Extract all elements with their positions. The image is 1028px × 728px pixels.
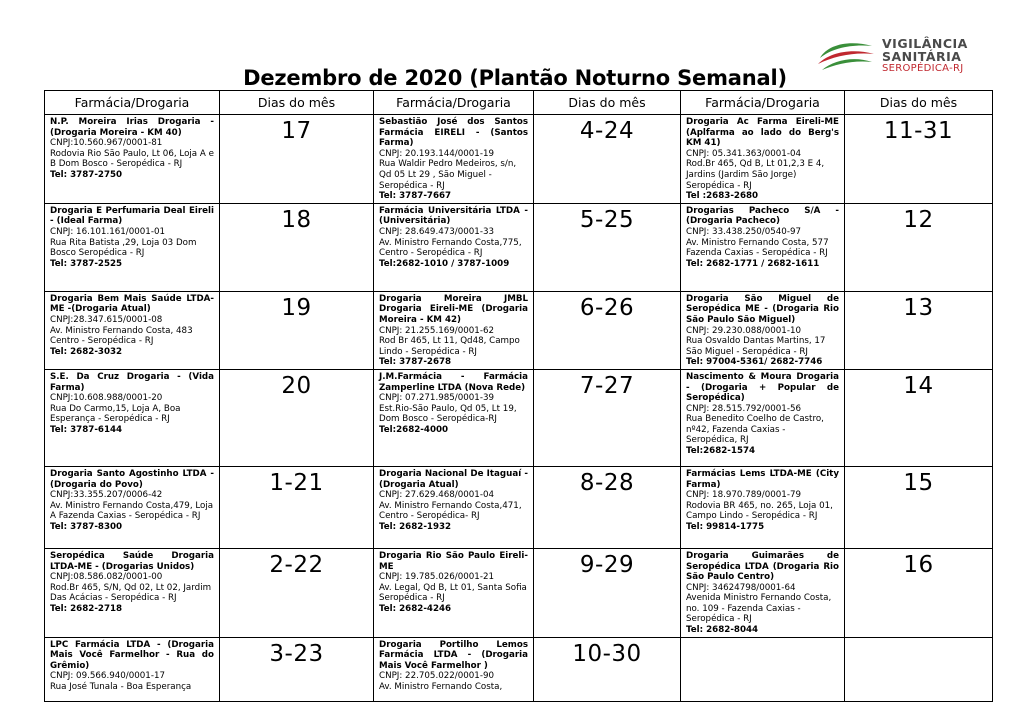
pharmacy-address: Av. Ministro Fernando Costa, 483 Centro - Seropédica - RJ bbox=[50, 325, 193, 347]
pharmacy-name: Sebastião José dos Santos Farmácia EIRELI - (Santos Farma) bbox=[379, 117, 528, 149]
pharmacy-name: Drogaria Nacional De Itaguaí -(Drogaria Atual) bbox=[379, 468, 528, 490]
pharmacy-cell bbox=[374, 115, 534, 204]
logo-line-3: SEROPÉDICA-RJ bbox=[882, 63, 964, 74]
pharmacy-address: Avenida Ministro Fernando Costa, no. 109 - Fazenda Caxias - Seropédica - RJ bbox=[686, 593, 832, 625]
pharmacy-name: S.E. Da Cruz Drogaria - (Vida Farma) bbox=[50, 371, 214, 393]
on-call-days: 18 bbox=[220, 203, 374, 291]
pharmacy-name: Drogaria São Miguel de Seropédica ME - (Drogaria Rio São Paulo São Miguel) bbox=[686, 293, 839, 325]
pharmacy-cell bbox=[45, 115, 220, 204]
pharmacy-address: Rua Benedito Coelho de Castro, nº42, Fazenda Caxias - Seropédica, RJ bbox=[686, 414, 824, 446]
pharmacy-address: Rod.Br 465, Qd B, Lt 01,2,3 E 4, Jardins (Jardim São Jorge) Seropédica - RJ bbox=[686, 159, 825, 191]
on-call-days: 16 bbox=[845, 548, 993, 637]
table-row bbox=[45, 115, 993, 204]
pharmacy-cnpj: CNPJ: 21.255.169/0001-62 bbox=[379, 325, 495, 336]
pharmacy-cnpj: CNPJ: 19.785.026/0001-21 bbox=[379, 572, 495, 583]
pharmacy-cell bbox=[45, 548, 220, 637]
pharmacy-address: Rodovia BR 465, no. 265, Loja 01, Campo Lindo - Seropédica - RJ bbox=[686, 500, 833, 522]
pharmacy-cnpj: CNPJ: 16.101.161/0001-01 bbox=[50, 226, 166, 237]
pharmacy-address: Rua José Tunala - Boa Esperança bbox=[50, 682, 192, 693]
days-header: Dias do mês bbox=[534, 91, 681, 115]
pharmacy-phone: Tel: 3787-2525 bbox=[50, 258, 123, 269]
pharmacy-cell bbox=[374, 637, 534, 701]
pharmacy-address: Av. Ministro Fernando Costa, bbox=[379, 682, 503, 693]
pharmacy-phone: Tel:2682-1010 / 3787-1009 bbox=[379, 258, 510, 269]
pharmacy-name: J.M.Farmácia - Farmácia Zamperline LTDA (Nova Rede) bbox=[379, 371, 528, 393]
pharmacy-cell bbox=[681, 548, 845, 637]
pharmacy-name: Drogaria Moreira JMBL Drogaria Eireli-ME (Drogaria Moreira - KM 42) bbox=[379, 293, 528, 325]
days-header: Dias do mês bbox=[845, 91, 993, 115]
pharmacy-cell bbox=[374, 548, 534, 637]
pharmacy-name: LPC Farmácia LTDA - (Drogaria Mais Você Farmelhor - Rua do Grêmio) bbox=[50, 639, 214, 671]
pharmacy-cnpj: CNPJ:10.560.967/0001-81 bbox=[50, 138, 163, 149]
pharmacy-cell bbox=[374, 369, 534, 466]
pharmacy-cnpj: CNPJ:33.355.207/0006-42 bbox=[50, 490, 163, 501]
pharmacy-name: Drogaria Rio São Paulo Eireli- ME bbox=[379, 550, 528, 572]
pharmacy-address: Rua Rita Batista ,29, Loja 03 Dom Bosco Seropédica - RJ bbox=[50, 237, 197, 259]
table-row bbox=[45, 291, 993, 369]
on-call-days: 4-24 bbox=[534, 115, 681, 204]
pharmacy-name: Drogaria E Perfumaria Deal Eireli - (Ideal Farma) bbox=[50, 205, 214, 227]
pharmacy-cnpj: CNPJ:28.347.615/0001-08 bbox=[50, 314, 163, 325]
pharmacy-cell bbox=[45, 637, 220, 701]
page-title: Dezembro de 2020 (Plantão Noturno Semanal) bbox=[243, 66, 787, 90]
pharmacy-address: Av. Legal, Qd B, Lt 01, Santa Sofia Seropédica - RJ bbox=[379, 582, 527, 604]
vigilancia-sanitaria-logo bbox=[816, 36, 986, 80]
pharmacy-header: Farmácia/Drogaria bbox=[681, 91, 845, 115]
pharmacy-cell bbox=[45, 466, 220, 548]
pharmacy-cell bbox=[374, 466, 534, 548]
pharmacy-phone: Tel: 2682-1771 / 2682-1611 bbox=[686, 258, 820, 269]
pharmacy-cnpj: CNPJ:10.608.988/0001-20 bbox=[50, 393, 163, 404]
pharmacy-cnpj: CNPJ: 07.271.985/0001-39 bbox=[379, 393, 495, 404]
on-call-days: 9-29 bbox=[534, 548, 681, 637]
pharmacy-cnpj: CNPJ: 34624798/0001-64 bbox=[686, 582, 796, 593]
on-call-days: 11-31 bbox=[845, 115, 993, 204]
on-call-days: 19 bbox=[220, 291, 374, 369]
pharmacy-name: Drogaria Santo Agostinho LTDA - (Drogaria do Povo) bbox=[50, 468, 214, 490]
pharmacy-cell bbox=[681, 203, 845, 291]
pharmacy-address: Rod.Br 465, S/N, Qd 02, Lt 02, Jardim Das Acácias - Seropédica - RJ bbox=[50, 582, 212, 604]
on-call-days: 2-22 bbox=[220, 548, 374, 637]
pharmacy-cnpj: CNPJ: 20.193.144/0001-19 bbox=[379, 148, 495, 159]
on-call-days: 10-30 bbox=[534, 637, 681, 701]
pharmacy-name: Seropédica Saúde Drogaria LTDA-ME - (Drogarias Unidos) bbox=[50, 550, 214, 572]
on-call-days: 20 bbox=[220, 369, 374, 466]
pharmacy-address: Av. Ministro Fernando Costa,471, Centro - Seropédica- RJ bbox=[379, 500, 522, 522]
pharmacy-cnpj: CNPJ: 05.341.363/0001-04 bbox=[686, 148, 802, 159]
pharmacy-address: Rodovia Rio São Paulo, Lt 06, Loja A e B Dom Bosco - Seropédica - RJ bbox=[50, 148, 214, 170]
pharmacy-cell bbox=[45, 203, 220, 291]
pharmacy-phone: Tel:2682-4000 bbox=[379, 424, 449, 435]
pharmacy-cnpj: CNPJ:08.586.082/0001-00 bbox=[50, 572, 163, 583]
pharmacy-address: Av. Ministro Fernando Costa,775, Centro - Seropédica - RJ bbox=[379, 237, 522, 259]
pharmacy-phone: Tel:2682-1574 bbox=[686, 446, 756, 457]
on-call-days bbox=[845, 637, 993, 701]
pharmacy-phone: Tel: 99814-1775 bbox=[686, 521, 765, 532]
pharmacy-address: Rua Do Carmo,15, Loja A, Boa Esperança - Seropédica - RJ bbox=[50, 403, 181, 425]
table-row bbox=[45, 637, 993, 701]
pharmacy-cnpj: CNPJ: 18.970.789/0001-79 bbox=[686, 490, 802, 501]
pharmacy-cnpj: CNPJ: 28.515.792/0001-56 bbox=[686, 403, 802, 414]
pharmacy-name: Farmácia Universitária LTDA -(Universitária) bbox=[379, 205, 528, 227]
pharmacy-address: Av. Ministro Fernando Costa, 577 Fazenda Caxias - Seropédica - RJ bbox=[686, 237, 829, 259]
on-call-days: 1-21 bbox=[220, 466, 374, 548]
pharmacy-name: Drogarias Pacheco S/A - (Drogaria Pacheco) bbox=[686, 205, 839, 227]
pharmacy-cell bbox=[45, 369, 220, 466]
pharmacy-address: Rod Br 465, Lt 11, Qd48, Campo Lindo - Seropédica - RJ bbox=[379, 336, 520, 357]
pharmacy-name: Nascimento & Moura Drogaria - (Drogaria + Popular de Seropédica) bbox=[686, 371, 839, 404]
pharmacy-cell bbox=[681, 466, 845, 548]
pharmacy-phone: Tel: 3787-2678 bbox=[379, 357, 452, 368]
pharmacy-header: Farmácia/Drogaria bbox=[45, 91, 220, 115]
pharmacy-name: Drogaria Portilho Lemos Farmácia LTDA - (Drogaria Mais Você Farmelhor ) bbox=[379, 639, 528, 671]
logo-line-1: VIGILÂNCIA bbox=[882, 36, 968, 51]
on-call-roster-table bbox=[44, 90, 993, 702]
days-header: Dias do mês bbox=[220, 91, 374, 115]
pharmacy-name: Drogaria Ac Farma Eireli-ME (Aplfarma ao lado do Berg's KM 41) bbox=[686, 117, 839, 149]
pharmacy-address: Av. Ministro Fernando Costa,479, Loja A Fazenda Caxias - Seropédica - RJ bbox=[50, 500, 214, 522]
pharmacy-cnpj: CNPJ: 09.566.940/0001-17 bbox=[50, 671, 166, 682]
pharmacy-cell bbox=[681, 291, 845, 369]
logo-line-2: SANITÁRIA bbox=[882, 49, 962, 64]
pharmacy-phone: Tel: 2682-1932 bbox=[379, 521, 452, 532]
pharmacy-phone: Tel: 97004-5361/ 2682-7746 bbox=[686, 357, 823, 368]
table-row bbox=[45, 203, 993, 291]
on-call-days: 12 bbox=[845, 203, 993, 291]
on-call-days: 15 bbox=[845, 466, 993, 548]
pharmacy-address: Est.Rio-São Paulo, Qd 05, Lt 19, Dom Bosco - Seropédica-RJ bbox=[379, 403, 517, 425]
on-call-days: 8-28 bbox=[534, 466, 681, 548]
table-row bbox=[45, 369, 993, 466]
pharmacy-cnpj: CNPJ: 29.230.088/0001-10 bbox=[686, 325, 802, 336]
pharmacy-cell bbox=[374, 203, 534, 291]
table-row bbox=[45, 466, 993, 548]
on-call-days: 14 bbox=[845, 369, 993, 466]
pharmacy-cell bbox=[681, 115, 845, 204]
pharmacy-cnpj: CNPJ: 28.649.473/0001-33 bbox=[379, 226, 495, 237]
pharmacy-phone: Tel: 3787-7667 bbox=[379, 191, 452, 202]
on-call-days: 13 bbox=[845, 291, 993, 369]
pharmacy-name: Farmácias Lems LTDA-ME (City Farma) bbox=[686, 468, 839, 490]
pharmacy-cell bbox=[681, 637, 845, 701]
pharmacy-name: N.P. Moreira Irias Drogaria - (Drogaria Moreira - KM 40) bbox=[50, 117, 214, 138]
pharmacy-phone: Tel: 3787-6144 bbox=[50, 424, 123, 435]
on-call-days: 7-27 bbox=[534, 369, 681, 466]
pharmacy-cnpj: CNPJ: 22.705.022/0001-90 bbox=[379, 671, 495, 682]
pharmacy-phone: Tel: 3787-2750 bbox=[50, 169, 123, 180]
pharmacy-cnpj: CNPJ: 27.629.468/0001-04 bbox=[379, 490, 495, 501]
on-call-days: 3-23 bbox=[220, 637, 374, 701]
on-call-days: 6-26 bbox=[534, 291, 681, 369]
pharmacy-phone: Tel: 3787-8300 bbox=[50, 521, 123, 532]
pharmacy-phone: Tel: 2682-8044 bbox=[686, 625, 759, 636]
pharmacy-name: Drogaria Guimarães de Seropédica LTDA (Drogaria Rio São Paulo Centro) bbox=[686, 550, 839, 583]
pharmacy-cell bbox=[681, 369, 845, 466]
on-call-days: 5-25 bbox=[534, 203, 681, 291]
pharmacy-cnpj: CNPJ: 33.438.250/0540-97 bbox=[686, 226, 802, 237]
pharmacy-header: Farmácia/Drogaria bbox=[374, 91, 534, 115]
pharmacy-phone: Tel: 2682-2718 bbox=[50, 603, 123, 614]
pharmacy-address: Rua Osvaldo Dantas Martins, 17 São Miguel - Seropédica - RJ bbox=[686, 336, 826, 357]
pharmacy-address: Rua Waldir Pedro Medeiros, s/n, Qd 05 Lt 29 , São Miguel - Seropédica - RJ bbox=[379, 159, 517, 191]
pharmacy-phone: Tel: 2682-4246 bbox=[379, 603, 452, 614]
pharmacy-cell bbox=[45, 291, 220, 369]
table-header-row bbox=[45, 91, 993, 115]
on-call-days: 17 bbox=[220, 115, 374, 204]
pharmacy-phone: Tel: 2682-3032 bbox=[50, 346, 123, 357]
table-row bbox=[45, 548, 993, 637]
pharmacy-cell bbox=[374, 291, 534, 369]
pharmacy-phone: Tel :2683-2680 bbox=[686, 191, 759, 202]
pharmacy-name: Drogaria Bem Mais Saúde LTDA-ME -(Drogaria Atual) bbox=[50, 293, 214, 315]
